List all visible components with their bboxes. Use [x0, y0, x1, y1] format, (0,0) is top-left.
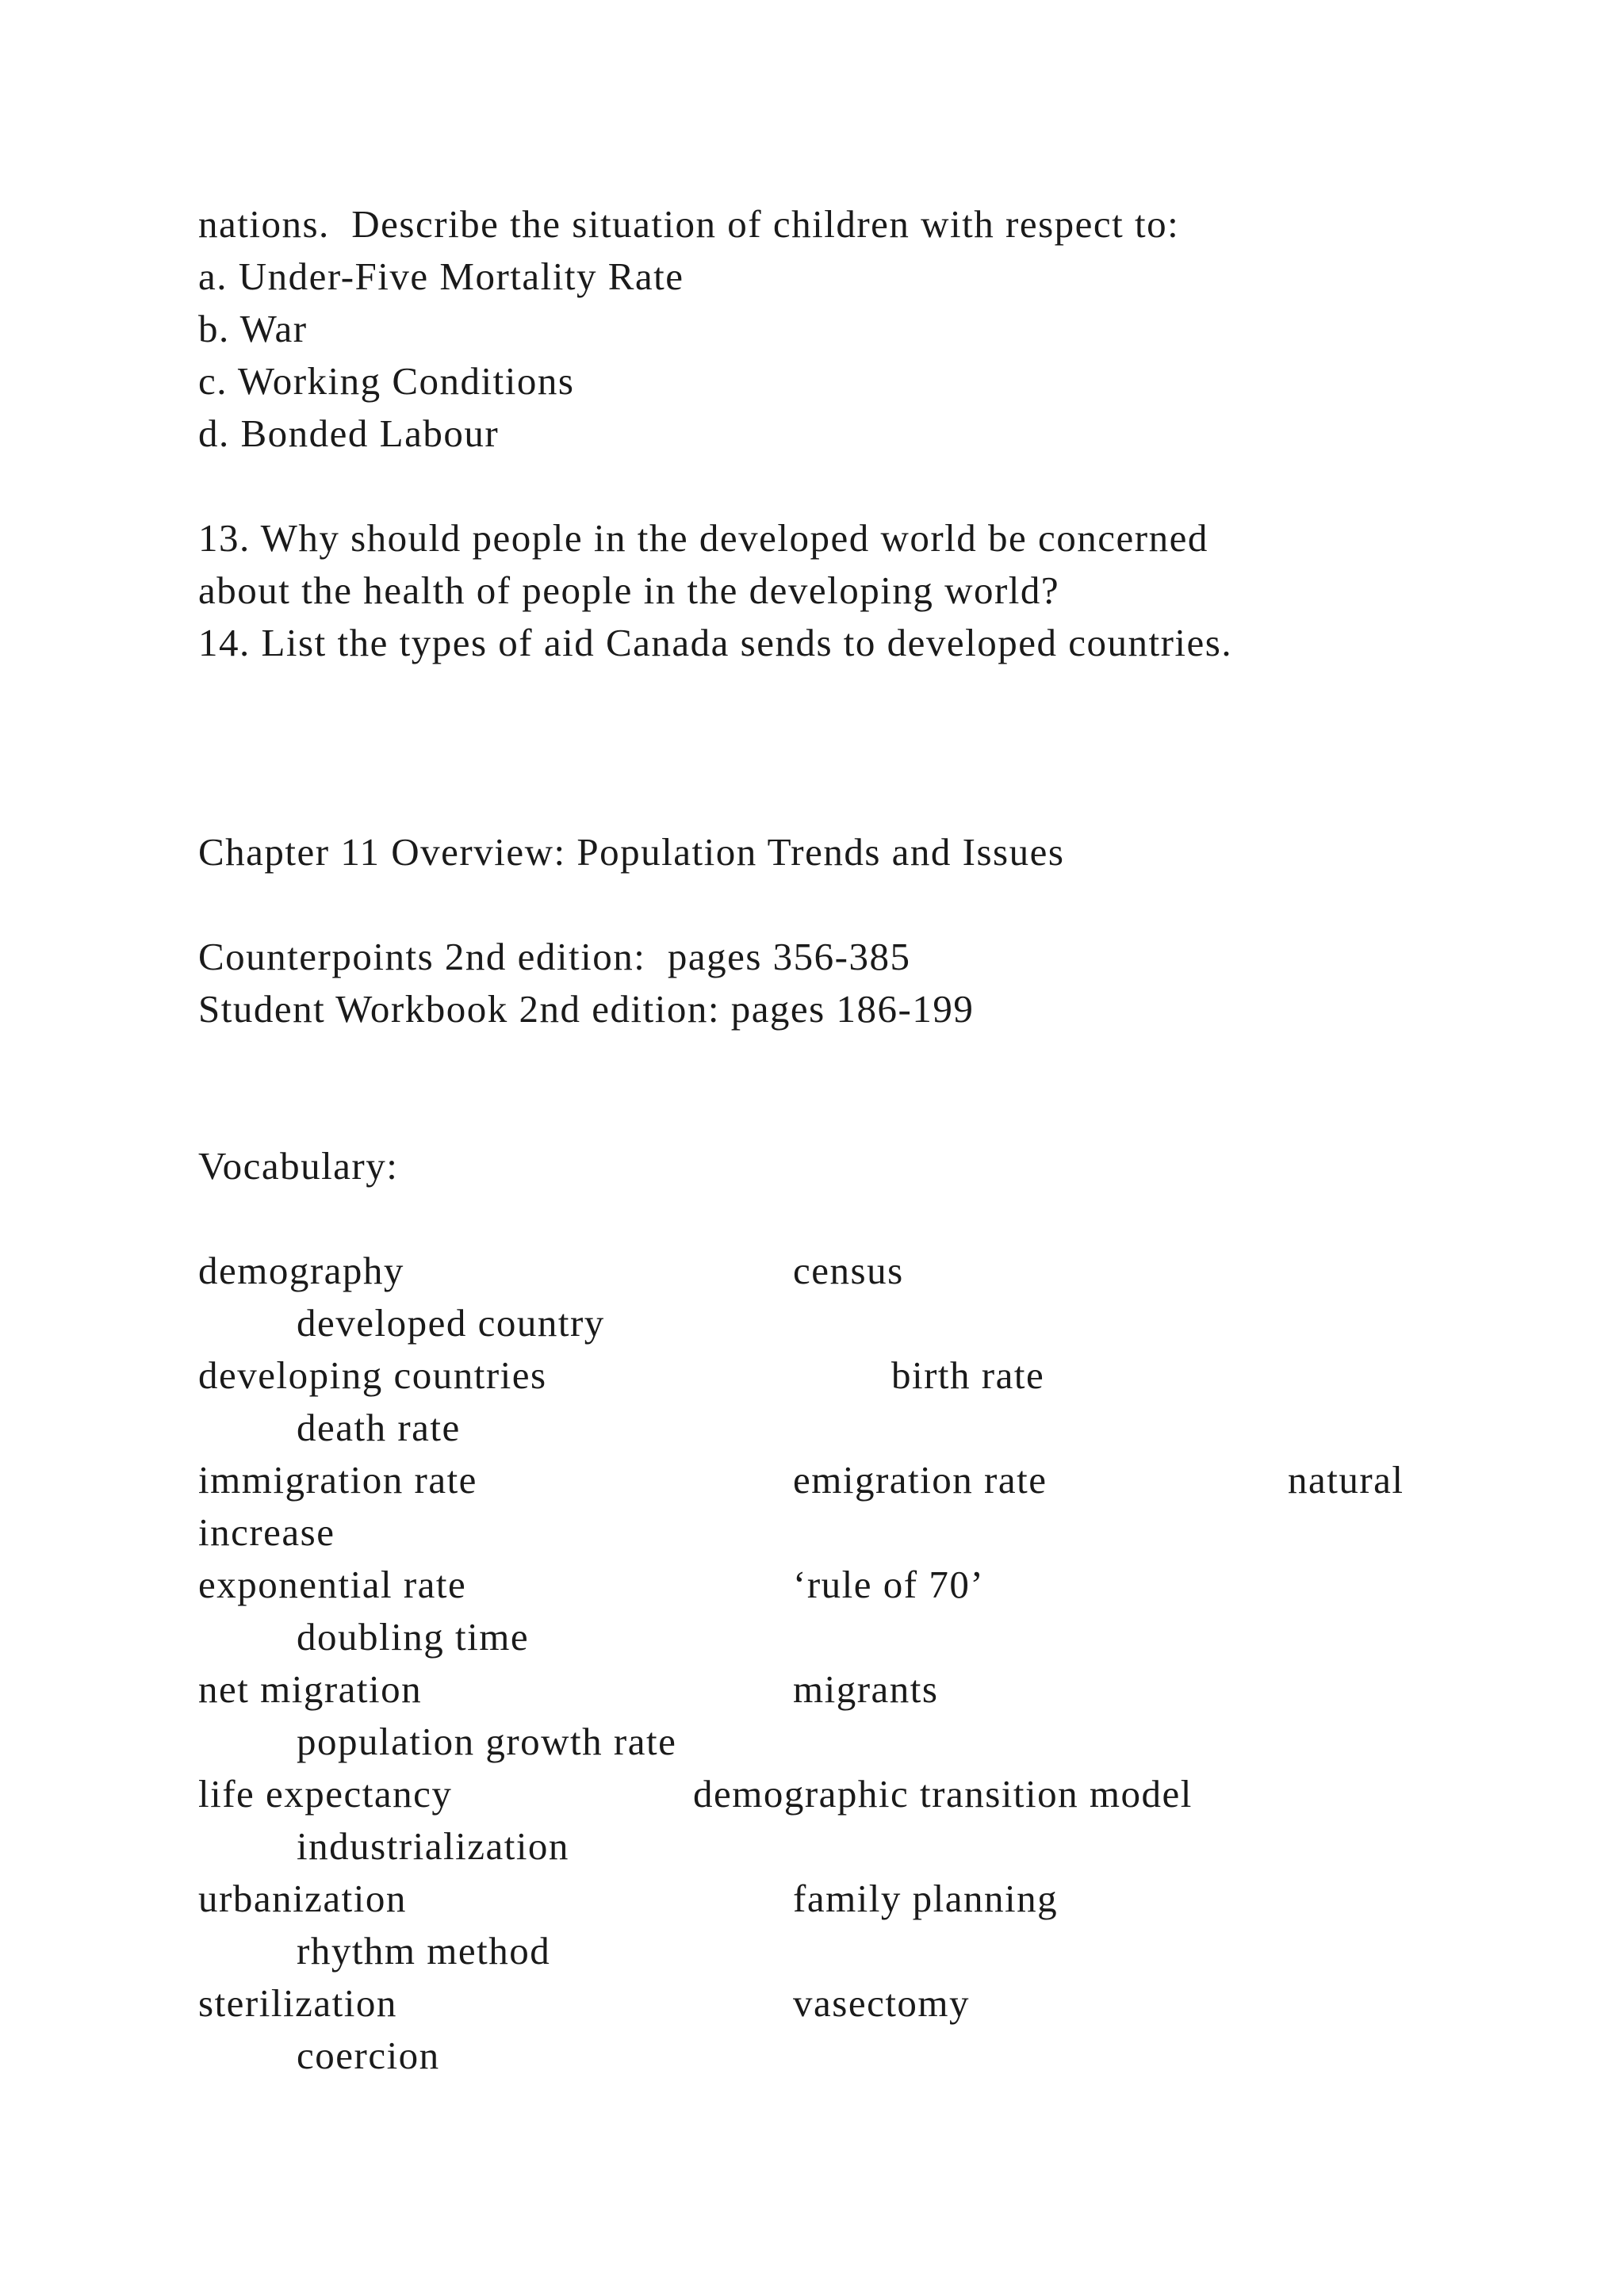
vocab-term: birth rate — [891, 1353, 1045, 1397]
chapter-reference-text: Counterpoints 2nd edition: pages 356-385 — [198, 935, 911, 978]
vocab-term: emigration rate — [793, 1458, 1048, 1502]
vocab-term: immigration rate — [198, 1458, 477, 1502]
vocab-term: developed country — [297, 1301, 605, 1345]
vocab-term: developing countries — [198, 1353, 547, 1397]
intro-item-b: b. War — [198, 307, 308, 350]
vocab-term: demographic transition model — [693, 1772, 1193, 1816]
intro-item-a: a. Under-Five Mortality Rate — [198, 254, 684, 298]
intro-item-d: d. Bonded Labour — [198, 411, 500, 455]
vocab-term: sterilization — [198, 1981, 397, 2025]
chapter-reference-workbook: Student Workbook 2nd edition: pages 186-199 — [198, 987, 975, 1031]
intro-lead: nations. Describe the situation of children with respect to: — [198, 202, 1180, 246]
vocab-term: migrants — [793, 1667, 939, 1711]
vocab-term: industrialization — [297, 1824, 569, 1868]
vocab-term: vasectomy — [793, 1981, 971, 2025]
intro-item-c: c. Working Conditions — [198, 359, 575, 403]
vocab-term: rhythm method — [297, 1929, 551, 1973]
vocab-term: urbanization — [198, 1877, 407, 1920]
vocab-term: coercion — [297, 2034, 440, 2077]
vocab-term: demography — [198, 1249, 404, 1292]
vocab-term: doubling time — [297, 1615, 530, 1659]
question-13-line-1: 13. Why should people in the developed world be concerned — [198, 516, 1208, 560]
question-13-line-2: about the health of people in the developing world? — [198, 568, 1060, 612]
chapter-title: Chapter 11 Overview: Population Trends and Issues — [198, 830, 1065, 874]
vocab-term: death rate — [297, 1406, 461, 1449]
vocab-term: increase — [198, 1510, 335, 1554]
vocab-term: population growth rate — [297, 1720, 677, 1763]
question-14: 14. List the types of aid Canada sends to developed countries. — [198, 621, 1233, 664]
vocab-term: net migration — [198, 1667, 423, 1711]
vocab-term: natural — [1288, 1458, 1404, 1502]
vocab-term: exponential rate — [198, 1563, 467, 1606]
vocab-term: census — [793, 1249, 904, 1292]
vocab-term: ‘rule of 70’ — [793, 1563, 985, 1606]
vocab-term: life expectancy — [198, 1772, 453, 1816]
vocabulary-heading: Vocabulary: — [198, 1144, 399, 1188]
vocab-term: family planning — [793, 1877, 1059, 1920]
